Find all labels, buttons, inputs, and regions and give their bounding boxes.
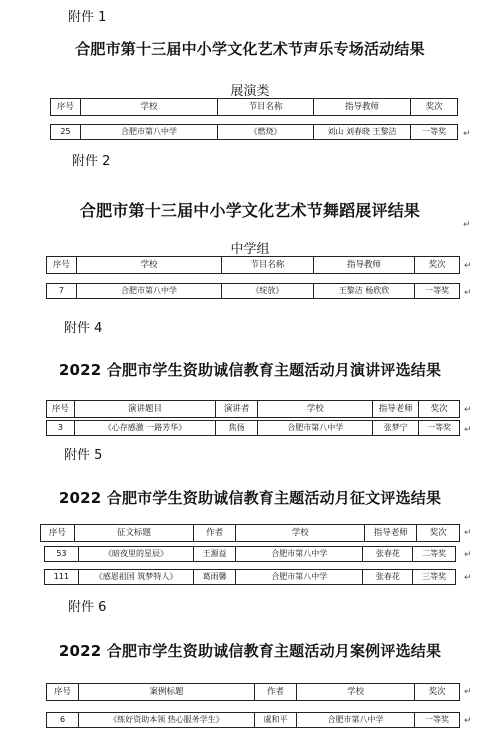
header-cell: 序号 (51, 99, 81, 115)
header-cell: 案例标题 (79, 684, 255, 700)
cell-school: 合肥市第八中学 (258, 421, 373, 435)
table-header (46, 683, 460, 701)
section-title: 合肥市第十三届中小学文化艺术节声乐专场活动结果 (75, 40, 425, 58)
header-cell: 节目名称 (218, 99, 314, 115)
table-header (40, 524, 460, 542)
paragraph-mark: ↵ (464, 687, 472, 697)
header-cell: 学校 (81, 99, 218, 115)
section-subtitle: 中学组 (230, 242, 270, 257)
header-cell: 学校 (258, 401, 373, 417)
attachment-label: 附件 6 (68, 600, 107, 615)
header-cell: 学校 (77, 257, 222, 273)
header-cell: 序号 (41, 525, 75, 541)
header-cell: 学校 (297, 684, 415, 700)
cell-teacher: 张春花 (363, 570, 413, 584)
cell-index: 3 (47, 421, 75, 435)
cell-school: 合肥市第八中学 (81, 125, 218, 139)
header-cell: 演讲者 (216, 401, 258, 417)
cell-author: 王源益 (194, 547, 236, 561)
cell-index: 53 (45, 547, 79, 561)
header-cell: 奖次 (428, 687, 446, 697)
cell-title: 《心存感激 一路芳华》 (75, 421, 216, 435)
header-cell: 奖次 (429, 528, 447, 538)
cell-award: 三等奖 (422, 572, 447, 581)
header-cell: 序号 (47, 257, 77, 273)
cell-award: 一等奖 (422, 127, 447, 136)
paragraph-mark: ↵ (464, 573, 472, 583)
header-cell: 指导老师 (373, 401, 419, 417)
cell-author: 虞和平 (255, 713, 297, 727)
section-title: 2022 合肥市学生资助诚信教育主题活动月征文评选结果 (58, 489, 442, 507)
header-cell: 指导教师 (314, 257, 416, 273)
cell-index: 6 (47, 713, 79, 727)
cell-award: 一等奖 (425, 715, 449, 724)
paragraph-mark: ↵ (464, 288, 472, 298)
header-cell: 序号 (47, 684, 79, 700)
header-cell: 演讲题目 (75, 401, 216, 417)
header-cell: 作者 (194, 525, 236, 541)
header-cell: 征文标题 (75, 525, 194, 541)
header-cell: 指导老师 (365, 525, 417, 541)
attachment-label: 附件 4 (64, 321, 103, 336)
cell-school: 合肥市第八中学 (297, 713, 415, 727)
paragraph-mark: ↵ (464, 425, 472, 435)
table-row (50, 124, 458, 140)
paragraph-mark: ↵ (464, 550, 472, 560)
header-cell: 序号 (47, 401, 75, 417)
table-row (46, 283, 460, 299)
paragraph-mark: ↵ (464, 716, 472, 726)
cell-index: 7 (47, 284, 77, 298)
cell-title: 《暗夜里的星辰》 (79, 547, 194, 561)
paragraph-mark: ↵ (464, 261, 472, 271)
table-row (44, 569, 456, 585)
cell-program: 《燃烧》 (218, 125, 314, 139)
paragraph-mark: ↵ (463, 220, 471, 230)
table-row (46, 712, 460, 728)
paragraph-mark: ↵ (464, 405, 472, 415)
header-cell: 奖次 (425, 102, 443, 112)
cell-index: 111 (45, 570, 79, 584)
table-row (46, 420, 460, 436)
attachment-label: 附件 2 (72, 154, 111, 169)
header-cell: 奖次 (428, 260, 446, 270)
section-title: 2022 合肥市学生资助诚信教育主题活动月演讲评选结果 (58, 361, 442, 379)
attachment-label: 附件 1 (68, 10, 107, 25)
cell-school: 合肥市第八中学 (77, 284, 222, 298)
section-title: 2022 合肥市学生资助诚信教育主题活动月案例评选结果 (58, 642, 442, 660)
table-header (46, 400, 460, 418)
cell-teacher: 张梦宁 (373, 421, 419, 435)
cell-program: 《绽放》 (222, 284, 314, 298)
cell-award: 一等奖 (427, 423, 452, 432)
cell-school: 合肥市第八中学 (236, 547, 363, 561)
cell-school: 合肥市第八中学 (236, 570, 363, 584)
cell-title: 《感恩祖国 筑梦特人》 (79, 570, 194, 584)
section-subtitle: 展演类 (230, 84, 270, 99)
cell-award: 一等奖 (425, 286, 450, 295)
table-header (50, 98, 458, 116)
attachment-label: 附件 5 (64, 448, 103, 463)
cell-teacher: 张春花 (363, 547, 413, 561)
cell-teacher: 刘山 刘春晓 王黎洁 (314, 125, 412, 139)
table-header (46, 256, 460, 274)
header-cell: 节目名称 (222, 257, 314, 273)
cell-speaker: 焦扬 (216, 421, 258, 435)
cell-index: 25 (51, 125, 81, 139)
header-cell: 奖次 (430, 404, 448, 414)
header-cell: 指导教师 (314, 99, 412, 115)
section-title: 合肥市第十三届中小学文化艺术节舞蹈展评结果 (79, 201, 421, 220)
cell-award: 二等奖 (422, 549, 447, 558)
paragraph-mark: ↵ (464, 528, 472, 538)
header-cell: 作者 (255, 684, 297, 700)
cell-author: 葛雨馨 (194, 570, 236, 584)
cell-teacher: 王黎洁 杨欣欣 (314, 284, 416, 298)
header-cell: 学校 (236, 525, 365, 541)
cell-title: 《练好资助本领 热心服务学生》 (79, 713, 255, 727)
table-row (44, 546, 456, 562)
paragraph-mark: ↵ (463, 129, 471, 139)
